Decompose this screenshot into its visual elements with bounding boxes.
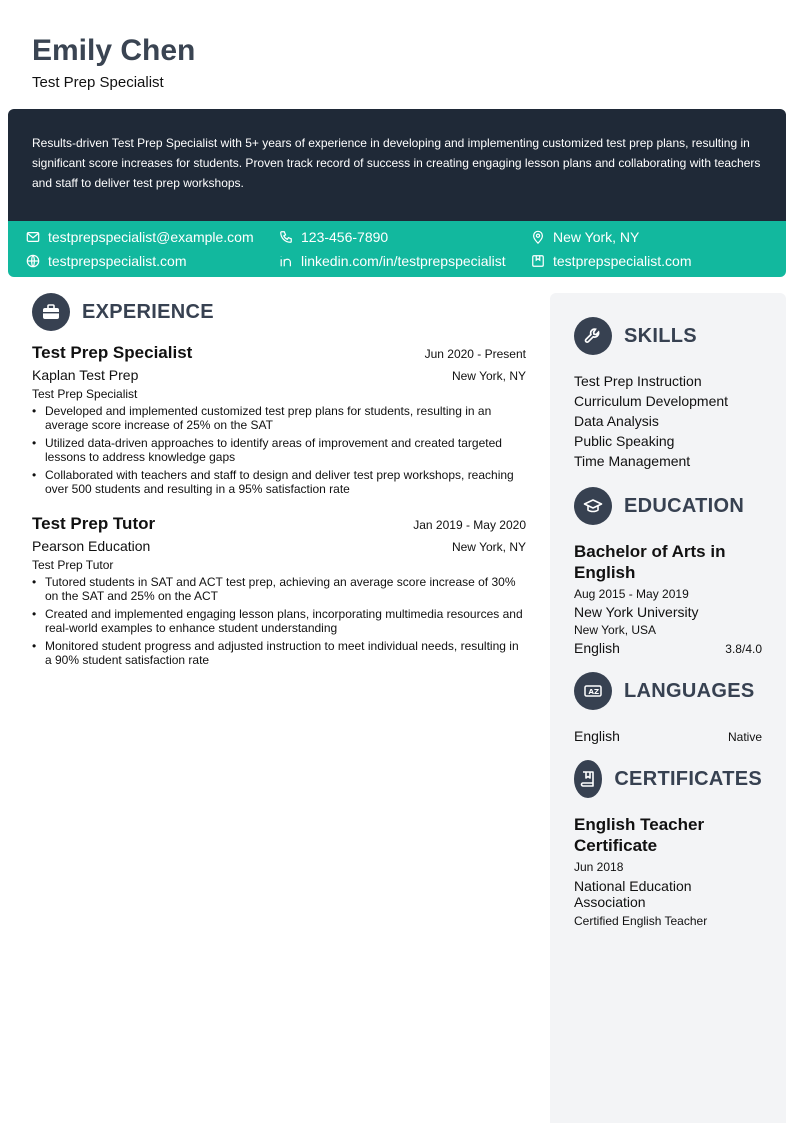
certificates-header — [574, 760, 762, 798]
contact-portfolio[interactable] — [531, 253, 692, 269]
job-company: Pearson Education — [32, 538, 151, 554]
contact-linkedin[interactable] — [279, 253, 506, 269]
education-section — [574, 487, 762, 656]
job-subtitle: Test Prep Tutor — [32, 558, 114, 572]
svg-text:A: A — [588, 688, 594, 696]
summary-block — [8, 109, 786, 221]
job-role: Test Prep Specialist — [32, 343, 193, 362]
education-degree: Bachelor of Arts in English — [574, 542, 726, 582]
certificate-issuer: National Education Association — [574, 878, 692, 910]
skill-item: Public Speaking — [574, 433, 675, 449]
skills-section — [574, 317, 762, 471]
candidate-title: Test Prep Specialist — [32, 74, 164, 91]
linkedin-icon — [279, 254, 293, 268]
education-dates: Aug 2015 - May 2019 — [574, 587, 689, 601]
contact-phone-text: 123-456-7890 — [301, 229, 389, 245]
contact-location — [531, 229, 639, 245]
portfolio-icon — [531, 254, 545, 268]
bullet-item: • Tutored students in SAT and ACT test prep, achieving an average score increase of 30% on the SAT and 25% on the ACT — [32, 575, 526, 603]
education-school: New York University — [574, 604, 699, 620]
certificate-name: English Teacher Certificate — [574, 815, 705, 855]
languages-heading: LANGUAGES — [624, 679, 755, 702]
education-header — [574, 487, 762, 525]
bullet-item: • Monitored student progress and adjusted instruction to meet individual needs, resulting in a 90% student satisfaction rate — [32, 639, 526, 667]
job-dates: Jun 2020 - Present — [424, 347, 526, 361]
bullet-item: • Created and implemented engaging lesson plans, incorporating multimedia resources and real-world examples to enhance student understanding — [32, 607, 526, 635]
job-entry — [32, 343, 526, 496]
bullet-item: • Utilized data-driven approaches to identify areas of improvement and created targeted lessons to address knowledge gaps — [32, 436, 526, 464]
education-location: New York, USA — [574, 623, 657, 637]
contact-email-text: testprepspecialist@example.com — [48, 229, 254, 245]
job-location: New York, NY — [451, 369, 526, 383]
languages-header — [574, 672, 762, 710]
experience-header — [32, 293, 526, 331]
summary-text: Results-driven Test Prep Specialist with 5+ years of experience in developing and implementing customized test prep plans, resulting in significant score increases for students. Proven track record of success in creating engaging lesson plans and collaborating with teachers and staff to deliver test prep workshops. — [32, 136, 761, 190]
skill-item: Data Analysis — [574, 413, 659, 429]
job-company: Kaplan Test Prep — [32, 367, 139, 383]
language-level: Native — [727, 730, 762, 744]
job-dates: Jan 2019 - May 2020 — [413, 518, 526, 532]
bullet-item: • Developed and implemented customized test prep plans for students, resulting in an average score increase of 25% on the SAT — [32, 404, 526, 432]
contact-bar — [8, 221, 786, 277]
contact-website-text: testprepspecialist.com — [48, 253, 187, 269]
job-bullets — [32, 404, 526, 496]
certificate-description: Certified English Teacher — [574, 914, 708, 928]
contact-portfolio-text: testprepspecialist.com — [553, 253, 692, 269]
mail-icon — [26, 230, 40, 244]
contact-email[interactable] — [26, 229, 254, 245]
certificates-heading: CERTIFICATES — [614, 767, 762, 790]
skill-item: Time Management — [574, 453, 691, 469]
globe-icon — [26, 254, 40, 268]
experience-section — [32, 293, 526, 671]
briefcase-icon — [32, 293, 70, 331]
job-subtitle: Test Prep Specialist — [32, 387, 138, 401]
education-gpa: 3.8/4.0 — [725, 642, 762, 656]
contact-website[interactable] — [26, 253, 187, 269]
phone-icon — [279, 230, 293, 244]
skill-item: Test Prep Instruction — [574, 373, 702, 389]
resume-header — [32, 34, 195, 91]
graduation-cap-icon — [574, 487, 612, 525]
skills-list — [574, 371, 762, 471]
language-item — [574, 728, 762, 744]
bullet-item: • Collaborated with teachers and staff to design and deliver test prep workshops, reaching over 500 students and resulting in a 95% satisfaction rate — [32, 468, 526, 496]
languages-section — [574, 672, 762, 744]
svg-text:Z: Z — [594, 688, 600, 696]
education-heading: EDUCATION — [624, 494, 745, 517]
wrench-icon — [574, 317, 612, 355]
skills-header — [574, 317, 762, 355]
contact-linkedin-text: linkedin.com/in/testprepspecialist — [301, 253, 506, 269]
job-entry — [32, 514, 526, 667]
certificate-date: Jun 2018 — [574, 860, 624, 874]
job-bullets — [32, 575, 526, 667]
contact-phone[interactable] — [279, 229, 388, 245]
sidebar — [550, 293, 786, 1123]
education-field: English — [574, 640, 620, 656]
job-location: New York, NY — [451, 540, 526, 554]
book-icon — [574, 760, 602, 798]
certificates-section — [574, 760, 762, 928]
skill-item: Curriculum Development — [574, 393, 729, 409]
language-name: English — [574, 728, 620, 744]
experience-heading: EXPERIENCE — [82, 300, 214, 323]
education-field-row — [574, 640, 762, 656]
contact-location-text: New York, NY — [553, 229, 640, 245]
skills-heading: SKILLS — [624, 324, 697, 347]
location-pin-icon — [531, 230, 545, 244]
candidate-name: Emily Chen — [32, 34, 196, 67]
job-role: Test Prep Tutor — [32, 514, 156, 533]
translate-icon — [574, 672, 612, 710]
